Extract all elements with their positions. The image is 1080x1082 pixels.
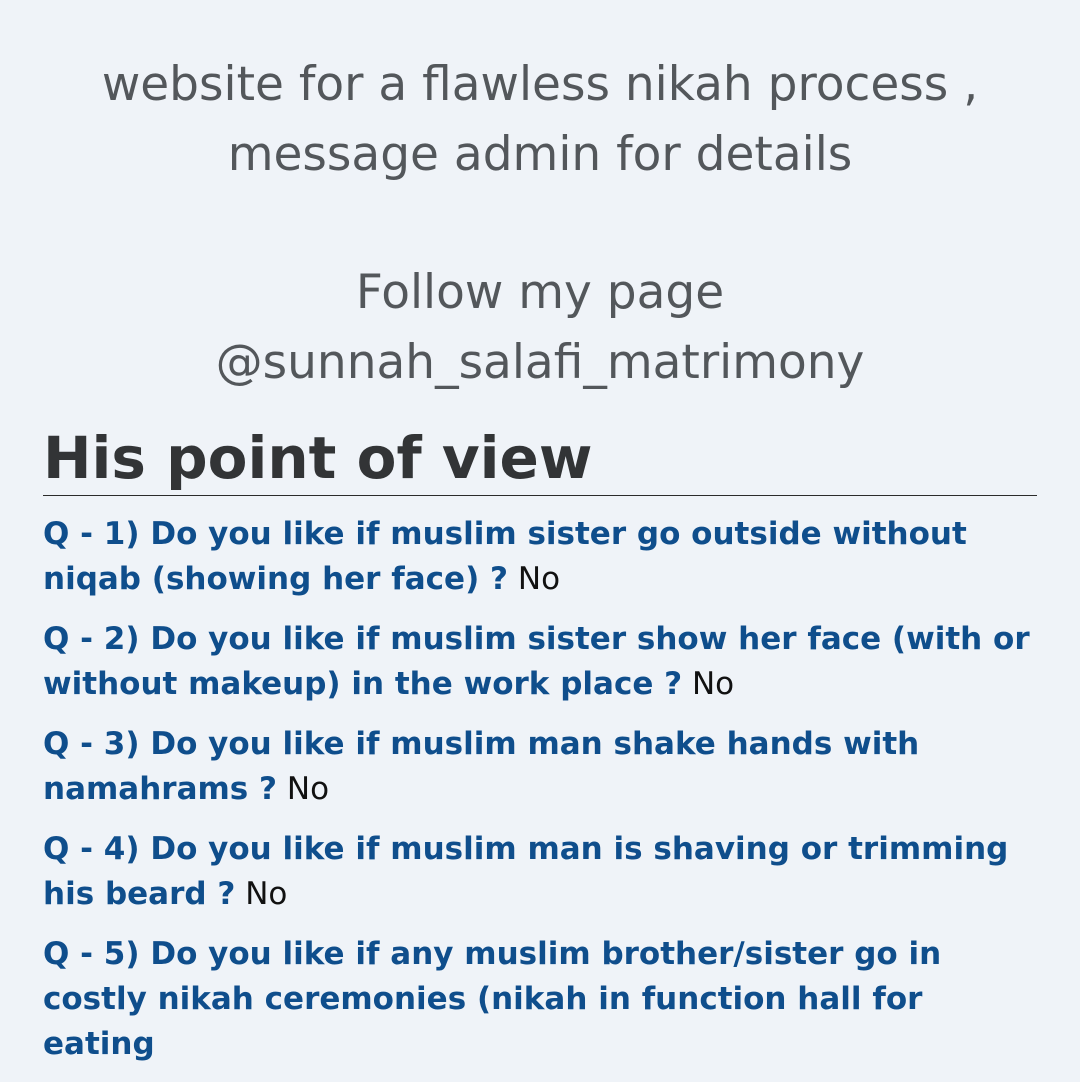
question-2: Q - 2) Do you like if muslim sister show her face (with or without makeup) in the work place ? [43, 621, 1030, 702]
answer-2: No [691, 666, 735, 702]
question-4: Q - 4) Do you like if muslim man is shaving or trimming his beard ? [43, 831, 1009, 912]
promo-text [0, 50, 1080, 398]
answer-3: No [286, 771, 330, 807]
qa-list [43, 512, 1043, 1082]
qa-item-5 [43, 932, 1043, 1067]
promo-line-website: website for a flawless nikah process , [101, 57, 979, 112]
qa-item-2 [43, 617, 1043, 707]
promo-line-follow: Follow my page [355, 265, 725, 320]
section-divider [43, 495, 1037, 496]
qa-item-4 [43, 827, 1043, 917]
answer-1: No [517, 561, 561, 597]
promo-handle: @sunnah_salafi_matrimony [215, 335, 865, 390]
promo-spacer [0, 190, 1080, 258]
promo-line-admin: message admin for details [227, 127, 853, 182]
section-title: His point of view [43, 424, 593, 492]
question-1: Q - 1) Do you like if muslim sister go outside without niqab (showing her face) ? [43, 516, 967, 597]
qa-item-3 [43, 722, 1043, 812]
qa-item-1 [43, 512, 1043, 602]
question-5: Q - 5) Do you like if any muslim brother/sister go in costly nikah ceremonies (nikah in function hall for eating [43, 936, 942, 1062]
answer-4: No [245, 876, 288, 912]
question-3: Q - 3) Do you like if muslim man shake hands with namahrams ? [43, 726, 920, 807]
